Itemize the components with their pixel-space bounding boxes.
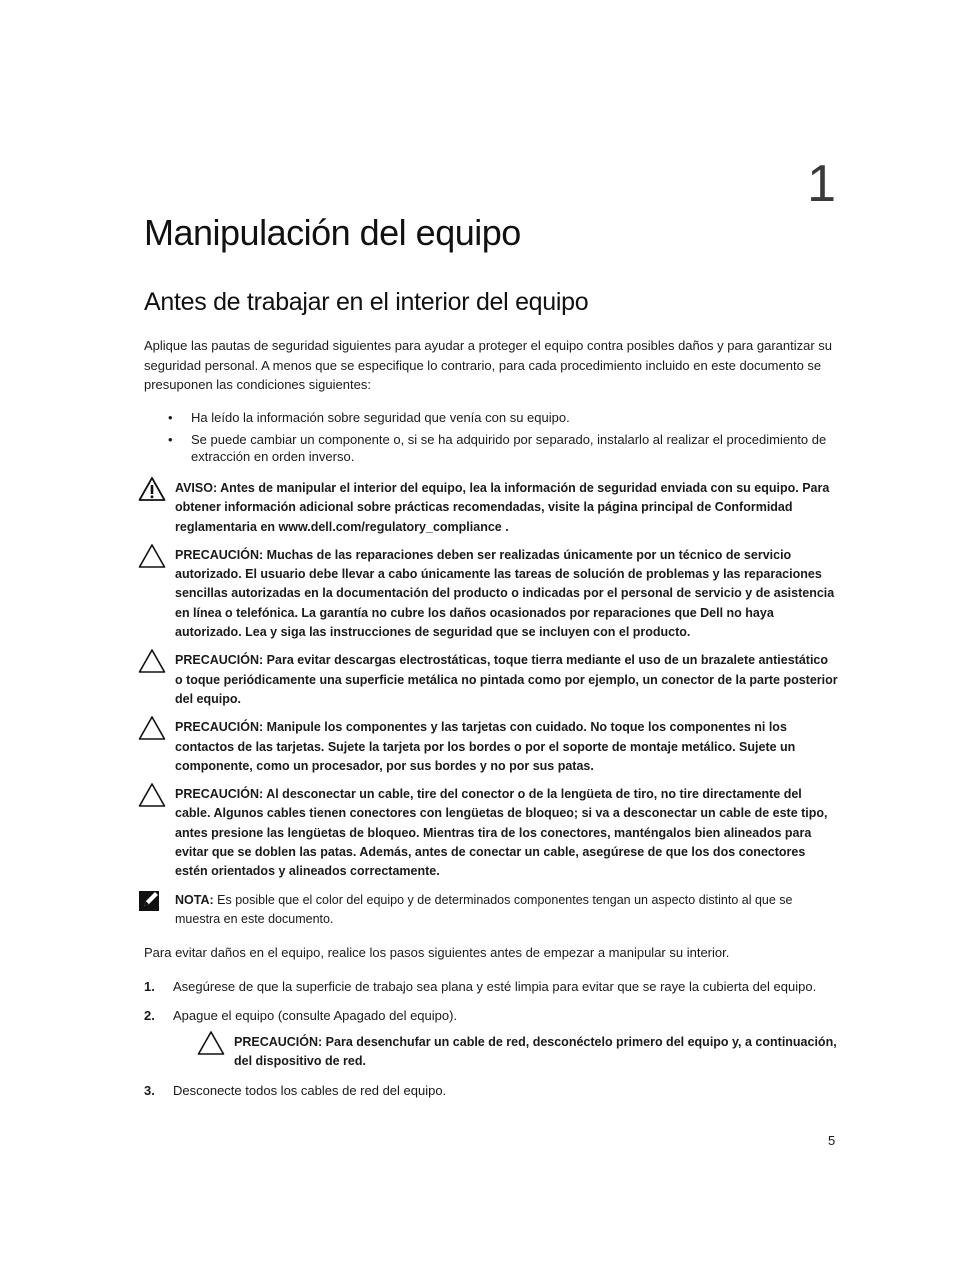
caution-notice bbox=[203, 1033, 838, 1072]
section-title: Antes de trabajar en el interior del equipo bbox=[144, 288, 589, 316]
steps-intro: Para evitar daños en el equipo, realice los pasos siguientes antes de empezar a manipular su interior. bbox=[144, 945, 730, 961]
notice-text: PRECAUCIÓN: Para evitar descargas electrostáticas, toque tierra mediante el uso de un brazalete antiestático o toque periódicamente una superficie metálica no pintada como por ejemplo, un conector de la parte posterior del equipo. bbox=[175, 653, 838, 706]
steps-list bbox=[144, 977, 838, 1101]
notice-text: PRECAUCIÓN: Manipule los componentes y las tarjetas con cuidado. No toque los componentes ni los contactos de las tarjetas. Sujete la tarjeta por los bordes o por el soporte de montaje metálico. Sujete un componente, como un procesador, por sus bordes y no por sus patas. bbox=[175, 720, 796, 773]
note-text: Es posible que el color del equipo y de determinados componentes tengan un aspecto distinto al que se muestra en este documento. bbox=[175, 892, 793, 926]
warning-icon bbox=[138, 476, 166, 502]
notice-text: PRECAUCIÓN: Muchas de las reparaciones deben ser realizadas únicamente por un técnico de servicio autorizado. El usuario debe llevar a cabo únicamente las tareas de solución de problemas y las reparaciones sencillas autorizadas en la documentación del producto o indicadas por el personal de servicio y de asistencia en línea o telefónica. La garantía no cubre los daños ocasionados por reparaciones que Dell no haya autorizado. Lea y siga las instrucciones de seguridad que se incluyen con el producto. bbox=[175, 547, 835, 640]
note-pencil-icon bbox=[138, 888, 166, 914]
main-content bbox=[144, 336, 838, 1110]
caution-icon bbox=[138, 648, 166, 674]
step-text: Apague el equipo (consulte Apagado del equipo). bbox=[173, 1007, 458, 1023]
caution-notice bbox=[144, 546, 838, 642]
caution-notice bbox=[144, 651, 838, 709]
bullet: • bbox=[168, 432, 173, 447]
step-text: Desconecte todos los cables de red del equipo. bbox=[173, 1083, 447, 1099]
bullet: • bbox=[168, 409, 173, 425]
conditions-list bbox=[144, 410, 838, 466]
chapter-title: Manipulación del equipo bbox=[144, 212, 521, 253]
step-number: 2. bbox=[144, 1007, 155, 1023]
step-number: 1. bbox=[144, 978, 155, 994]
list-item bbox=[144, 410, 838, 427]
page-number: 5 bbox=[828, 1133, 836, 1148]
step-number: 3. bbox=[144, 1083, 155, 1099]
notice-text: PRECAUCIÓN: Al desconectar un cable, tire del conector o de la lengüeta de tiro, no tire directamente del cable. Algunos cables tienen conectores con lengüetas de bloqueo; si va a desconectar un cable de este tipo, antes presione las lengüetas de bloqueo. Mientras tira de los conectores, manténgalos bien alineados para evitar que se doblen las patas. Además, antes de conectar un cable, asegúrese de que los dos conectores estén orientados y alineados correctamente. bbox=[175, 787, 828, 879]
warning-notice bbox=[144, 479, 838, 537]
notice-text: AVISO: Antes de manipular el interior del equipo, lea la información de seguridad enviada con su equipo. Para obtener información adicional sobre prácticas recomendadas, visite la página principal de Conformidad reglamentaria en www.dell.com/regulatory_compliance . bbox=[175, 481, 830, 534]
list-item-text: Se puede cambiar un componente o, si se ha adquirido por separado, instalarlo al realizar el procedimiento de extracción en orden inverso. bbox=[191, 432, 827, 464]
caution-notice bbox=[144, 718, 838, 776]
caution-icon bbox=[138, 543, 166, 569]
caution-icon bbox=[138, 782, 166, 808]
intro-paragraph: Aplique las pautas de seguridad siguientes para ayudar a proteger el equipo contra posibles daños y para garantizar su seguridad personal. A menos que se especifique lo contrario, para cada procedimiento incluido en este documento se presuponen las condiciones siguientes: bbox=[144, 338, 833, 392]
notice-text: PRECAUCIÓN: Para desenchufar un cable de red, desconéctelo primero del equipo y, a continuación, del dispositivo de red. bbox=[234, 1034, 837, 1069]
step-item bbox=[144, 977, 838, 996]
step-item bbox=[144, 1006, 838, 1072]
caution-notice bbox=[144, 785, 838, 881]
chapter-number: 1 bbox=[807, 155, 836, 213]
list-item-text: Ha leído la información sobre seguridad que venía con su equipo. bbox=[191, 409, 570, 425]
list-item bbox=[144, 432, 838, 465]
note-notice bbox=[144, 891, 838, 930]
caution-icon bbox=[138, 715, 166, 741]
caution-icon bbox=[197, 1030, 225, 1056]
step-text: Asegúrese de que la superficie de trabajo sea plana y esté limpia para evitar que se raye la cubierta del equipo. bbox=[173, 978, 817, 994]
note-label: NOTA: bbox=[175, 892, 214, 907]
step-item bbox=[144, 1081, 838, 1100]
